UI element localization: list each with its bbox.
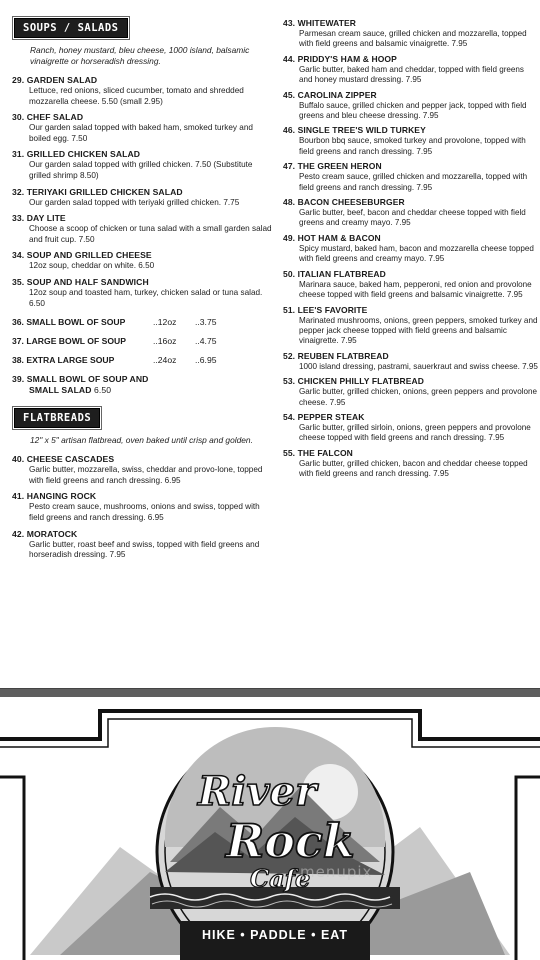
item-description: 12oz soup, cheddar on white. 6.50 [29,261,155,271]
menu-item [283,269,538,301]
river-rock-cafe-logo [0,697,540,960]
item-description: Lettuce, red onions, sliced cucumber, tomato and shredded mozzarella cheese. 5.50 (small 2.95) [29,86,244,106]
item-title: 46. SINGLE TREE'S WILD TURKEY [283,125,426,136]
flatbreads-heading: FLATBREADS [14,408,100,428]
item-title: 34. SOUP AND GRILLED CHEESE [12,250,152,261]
item-title: 43. WHITEWATER [283,18,357,28]
item-description: Garlic butter, beef, bacon and cheddar cheese topped with field greens and creamy mayo. 7.95 [299,208,526,228]
menu-item [283,197,538,229]
menu-item [283,412,538,444]
item-title: 48. BACON CHEESEBURGER [283,197,405,208]
soup-size-row [12,336,274,347]
item-description: Our garden salad topped with baked ham, smoked turkey and boiled egg. 7.50 [29,123,253,143]
item-title: 40. CHEESE CASCADES [12,454,115,465]
item-description: Garlic butter, baked ham and cheddar, topped with field greens and honey mustard dressing. 7.95 [299,64,524,85]
soup-size: ..12oz [153,317,177,328]
menu-item [12,491,274,523]
item-description: Pesto cream sauce, mushrooms, onions and swiss, topped with field greens and ranch dressing. 6.95 [29,502,260,522]
item-title: 45. CAROLINA ZIPPER [283,89,377,100]
soup-price: ..6.95 [195,355,217,366]
item-description: 1000 island dressing, pastrami, sauerkraut and swiss cheese. 7.95 [299,361,538,371]
menu-item [283,161,538,193]
item-title: 52. REUBEN FLATBREAD [283,350,389,361]
logo-word-river: River [198,768,317,815]
soup-size: ..24oz [153,355,177,366]
logo-word-cafe: Cafe [250,864,311,893]
item-description: Garlic butter, mozzarella, swiss, cheddar and provo-lone, topped with field greens and ranch dressing. 6.95 [29,465,263,485]
item-description: Marinated mushrooms, onions, green peppers, smoked turkey and pepper jack cheese topped with field greens and balsamic vinaigrette. 7.95 [299,315,538,346]
left-column [12,16,274,566]
item-title: 33. DAY LITE [12,213,66,224]
soup-name: 37. LARGE BOWL OF SOUP [12,336,126,347]
menu-item [12,187,274,209]
soup-name: 38. EXTRA LARGE SOUP [12,355,115,366]
soups-salads-heading: SOUPS / SALADS [14,18,128,38]
item-title-line2: SMALL SALAD 6.50 [29,385,112,396]
soup-name: 36. SMALL BOWL OF SOUP [12,317,126,328]
menu-item [283,376,538,408]
menu-item [12,149,274,181]
dressing-note: Ranch, honey mustard, bleu cheese, 1000 island, balsamic vinaigrette or horseradish dressing. [30,45,250,66]
menu-item [283,351,538,372]
soup-size-row [12,317,274,328]
item-description: Our garden salad topped with teriyaki grilled chicken. 7.75 [29,197,240,207]
item-title: 50. ITALIAN FLATBREAD [283,268,386,279]
item-title: 47. THE GREEN HERON [283,161,382,172]
menu-item [12,112,274,144]
menu-item [283,125,538,157]
item-description: Garlic butter, grilled chicken, onions, green peppers and provolone cheese. 7.95 [299,387,538,407]
menu-item [12,529,274,561]
item-title: 54. PEPPER STEAK [283,411,365,422]
item-title: 49. HOT HAM & BACON [283,232,381,243]
item-title: 32. TERIYAKI GRILLED CHICKEN SALAD [12,186,183,197]
item-description: 12oz soup and toasted ham, turkey, chicken salad or tuna salad. 6.50 [29,287,263,308]
soup-price: ..3.75 [195,317,217,328]
menu-item [12,250,274,272]
item-description: Buffalo sauce, grilled chicken and pepper jack, topped with field greens and bleu cheese dressing. 7.95 [299,100,527,121]
logo-panel [0,697,540,960]
watermark: menupix [300,863,373,881]
item-title: 30. CHEF SALAD [12,112,84,123]
soup-price: ..4.75 [195,336,217,347]
flatbread-note: 12" x 5" artisan flatbread, oven baked until crisp and golden. [30,435,253,446]
item-description: Choose a scoop of chicken or tuna salad with a small garden salad and fruit cup. 7.50 [29,224,272,244]
logo-tagline: HIKE • PADDLE • EAT [201,928,349,942]
menu-item [283,90,538,122]
item-title: 39. SMALL BOWL OF SOUP AND [12,374,149,385]
item-description: Garlic butter, grilled sirloin, onions, green peppers and provolone cheese topped with field greens and ranch dressing. 7.95 [299,422,531,443]
menu-item [283,305,538,347]
item-description: Bourbon bbq sauce, smoked turkey and provolone, topped with field greens and ranch dressing. 7.95 [299,136,526,156]
menu-item [283,54,538,86]
item-description: Pesto cream sauce, grilled chicken and mozzarella, topped with field greens and ranch dressing. 7.95 [299,172,528,192]
item-title: 35. SOUP AND HALF SANDWICH [12,276,149,287]
menu-item [283,448,538,480]
soup-size-row [12,355,274,366]
menu-item [12,75,274,107]
item-description: Garlic butter, grilled chicken, bacon and cheddar cheese topped with field greens and ranch dressing. 7.95 [299,458,528,479]
item-title: 51. LEE'S FAVORITE [283,304,368,315]
soup-salad-combo [12,374,274,396]
item-description: Garlic butter, roast beef and swiss, topped with field greens and horseradish dressing. 7.95 [29,539,260,560]
item-title: 42. MORATOCK [12,528,78,539]
soup-size: ..16oz [153,336,177,347]
item-description: Marinara sauce, baked ham, pepperoni, red onion and provolone cheese topped with field greens and balsamic vinaigrette. 7.95 [299,279,532,300]
item-description: Spicy mustard, baked ham, bacon and mozzarella cheese topped with field greens and creamy mayo. 7.95 [299,243,534,264]
item-description: Our garden salad topped with grilled chicken. 7.50 (Substitute grilled shrimp 8.50) [29,160,253,180]
menu-item [283,233,538,265]
item-description: Parmesan cream sauce, grilled chicken and mozzarella, topped with field greens and balsamic vinaigrette. 7.95 [299,29,527,49]
item-title: 31. GRILLED CHICKEN SALAD [12,149,141,160]
menu-item [12,454,274,486]
item-title: 53. CHICKEN PHILLY FLATBREAD [283,376,425,387]
menu-item [12,213,274,245]
logo-word-rock: Rock [226,814,355,868]
right-column [283,18,538,484]
item-title: 41. HANGING ROCK [12,491,97,502]
menu-item [12,277,274,309]
item-title: 44. PRIDDY'S HAM & HOOP [283,53,397,64]
menu-item [283,18,538,50]
item-title: 55. THE FALCON [283,447,353,458]
item-title: 29. GARDEN SALAD [12,75,98,85]
